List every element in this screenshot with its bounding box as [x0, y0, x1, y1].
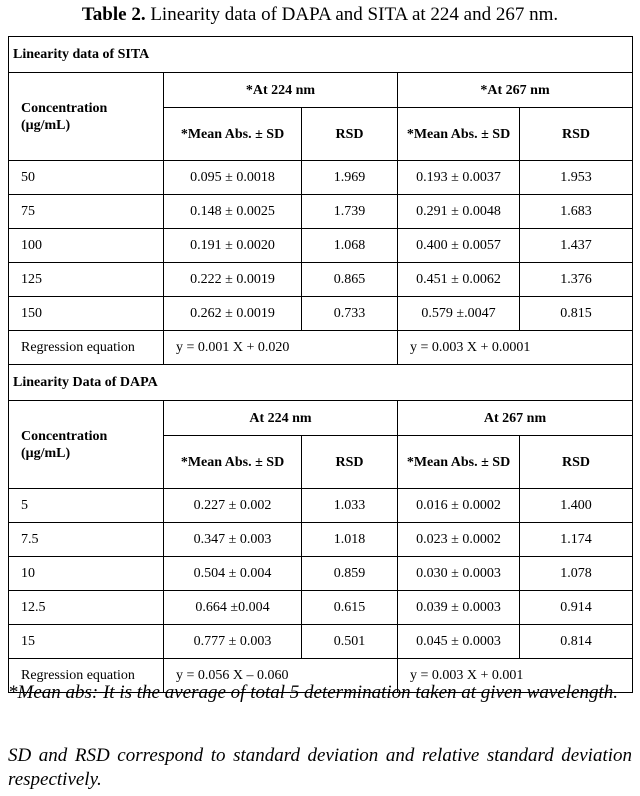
linearity-table [8, 36, 633, 693]
sita-wavelength-224-header: *At 224 nm [164, 73, 398, 108]
dapa-mean-abs-header-267: *Mean Abs. ± SD [398, 436, 520, 489]
sita-rsd-header-267: RSD [520, 108, 633, 161]
rsd-cell: 1.068 [302, 229, 398, 263]
rsd-cell: 1.033 [302, 489, 398, 523]
concentration-cell: 125 [9, 263, 164, 297]
mean-abs-cell: 0.191 ± 0.0020 [164, 229, 302, 263]
rsd-cell: 0.733 [302, 297, 398, 331]
table-caption-label: Table 2. [81, 4, 146, 25]
mean-abs-cell: 0.451 ± 0.0062 [398, 263, 520, 297]
regression-equation-267: y = 0.003 X + 0.0001 [398, 331, 633, 365]
table-caption [0, 3, 640, 27]
sita-section-title: Linearity data of SITA [9, 37, 633, 73]
rsd-cell: 1.953 [520, 161, 633, 195]
sita-concentration-header: Concentration (μg/mL) [9, 73, 164, 161]
rsd-cell: 1.018 [302, 523, 398, 557]
sita-wavelength-267-header: *At 267 nm [398, 73, 633, 108]
mean-abs-cell: 0.045 ± 0.0003 [398, 625, 520, 659]
concentration-cell: 100 [9, 229, 164, 263]
table-row [9, 297, 633, 331]
rsd-cell: 0.859 [302, 557, 398, 591]
mean-abs-cell: 0.504 ± 0.004 [164, 557, 302, 591]
mean-abs-cell: 0.291 ± 0.0048 [398, 195, 520, 229]
rsd-cell: 1.739 [302, 195, 398, 229]
table-row [9, 591, 633, 625]
concentration-cell: 7.5 [9, 523, 164, 557]
mean-abs-cell: 0.579 ±.0047 [398, 297, 520, 331]
table-row [9, 263, 633, 297]
footnote-sd-rsd: SD and RSD correspond to standard deviation and relative standard deviation respectively. [8, 745, 632, 790]
mean-abs-cell: 0.193 ± 0.0037 [398, 161, 520, 195]
rsd-cell: 0.814 [520, 625, 633, 659]
rsd-cell: 0.914 [520, 591, 633, 625]
rsd-cell: 0.615 [302, 591, 398, 625]
mean-abs-cell: 0.347 ± 0.003 [164, 523, 302, 557]
regression-label: Regression equation [9, 331, 164, 365]
concentration-cell: 5 [9, 489, 164, 523]
regression-row [9, 331, 633, 365]
rsd-cell: 0.501 [302, 625, 398, 659]
table-caption-text: Linearity data of DAPA and SITA at 224 and 267 nm. [145, 4, 559, 25]
regression-label: Regression equation [9, 659, 164, 693]
mean-abs-cell: 0.262 ± 0.0019 [164, 297, 302, 331]
table-row [9, 489, 633, 523]
mean-abs-cell: 0.400 ± 0.0057 [398, 229, 520, 263]
concentration-cell: 12.5 [9, 591, 164, 625]
dapa-mean-abs-header-224: *Mean Abs. ± SD [164, 436, 302, 489]
rsd-cell: 1.078 [520, 557, 633, 591]
mean-abs-cell: 0.023 ± 0.0002 [398, 523, 520, 557]
rsd-cell: 1.376 [520, 263, 633, 297]
mean-abs-cell: 0.039 ± 0.0003 [398, 591, 520, 625]
dapa-rsd-header-224: RSD [302, 436, 398, 489]
mean-abs-cell: 0.227 ± 0.002 [164, 489, 302, 523]
concentration-cell: 15 [9, 625, 164, 659]
footnote-mean-abs: *Mean abs: It is the average of total 5 determination taken at given wavelength. [8, 682, 618, 703]
rsd-cell: 0.865 [302, 263, 398, 297]
concentration-cell: 150 [9, 297, 164, 331]
table-row [9, 523, 633, 557]
table-row [9, 161, 633, 195]
dapa-rsd-header-267: RSD [520, 436, 633, 489]
concentration-cell: 75 [9, 195, 164, 229]
table-row [9, 557, 633, 591]
table-row [9, 195, 633, 229]
mean-abs-cell: 0.148 ± 0.0025 [164, 195, 302, 229]
table-row [9, 229, 633, 263]
sita-rsd-header-224: RSD [302, 108, 398, 161]
mean-abs-cell: 0.016 ± 0.0002 [398, 489, 520, 523]
dapa-concentration-header: Concentration (μg/mL) [9, 401, 164, 489]
mean-abs-cell: 0.777 ± 0.003 [164, 625, 302, 659]
dapa-wavelength-224-header: At 224 nm [164, 401, 398, 436]
sita-mean-abs-header-224: *Mean Abs. ± SD [164, 108, 302, 161]
dapa-wavelength-267-header: At 267 nm [398, 401, 633, 436]
rsd-cell: 1.437 [520, 229, 633, 263]
rsd-cell: 1.400 [520, 489, 633, 523]
rsd-cell: 0.815 [520, 297, 633, 331]
sita-mean-abs-header-267: *Mean Abs. ± SD [398, 108, 520, 161]
mean-abs-cell: 0.664 ±0.004 [164, 591, 302, 625]
rsd-cell: 1.174 [520, 523, 633, 557]
table-row [9, 625, 633, 659]
regression-equation-267: y = 0.003 X + 0.001 [398, 659, 633, 693]
rsd-cell: 1.683 [520, 195, 633, 229]
mean-abs-cell: 0.095 ± 0.0018 [164, 161, 302, 195]
regression-equation-224: y = 0.056 X – 0.060 [164, 659, 398, 693]
concentration-cell: 10 [9, 557, 164, 591]
regression-equation-224: y = 0.001 X + 0.020 [164, 331, 398, 365]
rsd-cell: 1.969 [302, 161, 398, 195]
mean-abs-cell: 0.030 ± 0.0003 [398, 557, 520, 591]
mean-abs-cell: 0.222 ± 0.0019 [164, 263, 302, 297]
concentration-cell: 50 [9, 161, 164, 195]
dapa-section-title: Linearity Data of DAPA [9, 365, 633, 401]
